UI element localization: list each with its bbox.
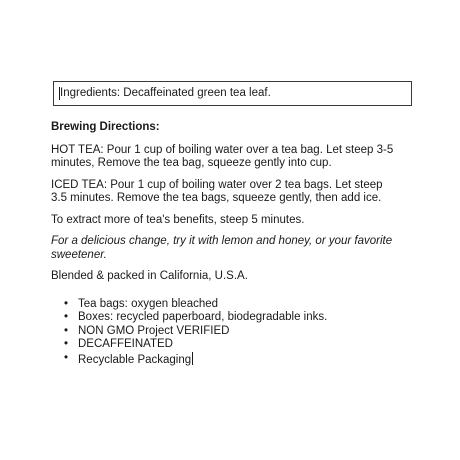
ingredients-text: Ingredients: Decaffeinated green tea leaf. bbox=[60, 86, 271, 99]
feature-list bbox=[51, 298, 396, 368]
brewing-directions-heading: Brewing Directions: bbox=[51, 121, 160, 133]
bullet-icon: • bbox=[64, 351, 69, 364]
bullet-icon: • bbox=[64, 324, 69, 337]
origin-text: Blended & packed in California, U.S.A. bbox=[51, 270, 248, 282]
serving-suggestion: For a delicious change, try it with lemon and honey, or your favorite sweetener. bbox=[51, 235, 393, 261]
list-item: • NON GMO Project VERIFIED bbox=[64, 324, 230, 337]
bullet-icon: • bbox=[64, 311, 69, 323]
hot-tea-directions: HOT TEA: Pour 1 cup of boiling water over a tea bag. Let steep 3-5 minutes, Remove the tea bag, squeeze gently into cup. bbox=[51, 143, 394, 169]
list-item: • Tea bags: oxygen bleached bbox=[64, 297, 219, 310]
bullet-icon: • bbox=[64, 297, 69, 310]
list-item: • DECAFFEINATED bbox=[64, 338, 173, 350]
ingredients-box bbox=[53, 81, 412, 106]
bullet-icon: • bbox=[64, 338, 69, 350]
list-item: • Boxes: recycled paperboard, biodegradable inks. bbox=[64, 311, 328, 323]
iced-tea-directions: ICED TEA: Pour 1 cup of boiling water over 2 tea bags. Let steep 3.5 minutes. Remove the tea bags, squeeze gently, then add ice. bbox=[51, 178, 383, 204]
product-description bbox=[51, 121, 396, 367]
list-item: • Recyclable Packaging bbox=[64, 351, 192, 366]
text-cursor bbox=[192, 352, 193, 365]
extract-note: To extract more of tea's benefits, steep 5 minutes. bbox=[51, 213, 305, 226]
